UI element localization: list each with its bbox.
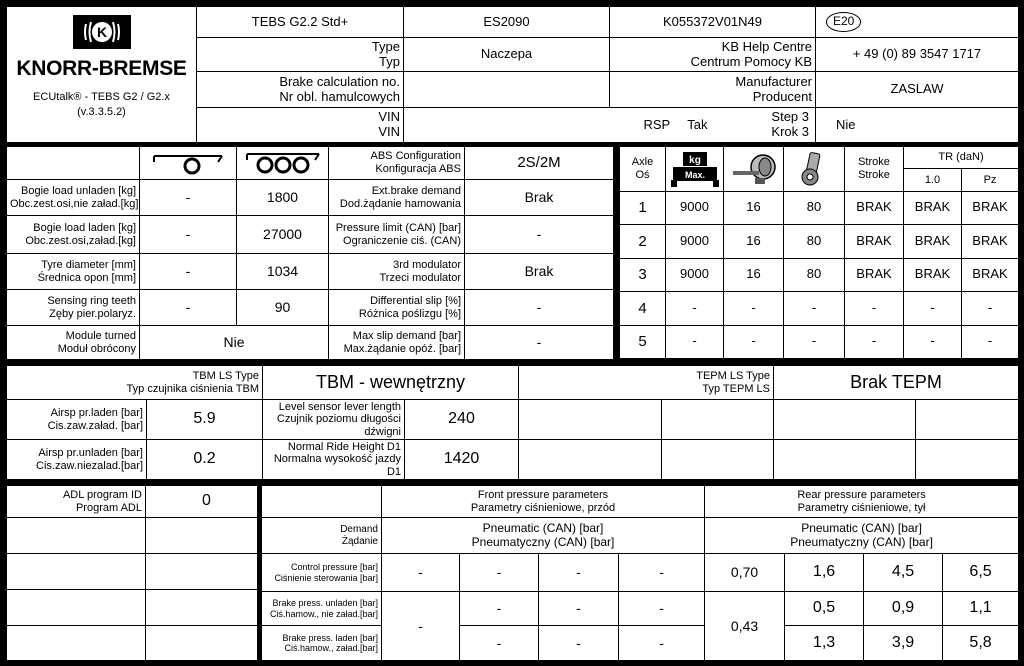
tyre-diameter-multi: 1034 [237,254,329,290]
ext-brake-demand-label: Ext.brake demand Dod.żądanie hamowania [329,180,465,216]
tr-sub-header-1: 1.0 [904,169,962,191]
ext-brake-demand-value: Brak [465,180,614,216]
step-value: Nie [816,108,1019,143]
bogie-laden-label: Bogie load laden [kg] Obc.zest.osi,załad.[kg] [7,216,140,254]
svg-text:kg: kg [689,154,701,166]
type-label: Type Typ [197,38,404,72]
unladen-rear-value: 0,5 [785,592,864,626]
tyre-diameter-single: - [140,254,237,290]
axle-number: 3 [620,258,666,291]
stroke-header: Stroke Stroke [845,147,904,192]
axle-row [620,258,1019,291]
single-axle-trailer-icon [140,147,237,180]
demand-label: Demand Żądanie [262,518,382,554]
unladen-rear-value: 0,9 [864,592,943,626]
axle-lever: 80 [784,191,845,224]
axle-max-load: 9000 [666,225,724,258]
adl-section [6,485,257,660]
axle-number: 1 [620,191,666,224]
unladen-rear-value: 1,1 [943,592,1019,626]
axle-pz: - [962,292,1019,325]
brand-block [7,7,197,143]
axle-cylinder: 16 [724,225,784,258]
axle-cylinder: - [724,292,784,325]
manufacturer-value: ZASLAW [816,72,1019,108]
axle-number: 4 [620,292,666,325]
axle-row [620,191,1019,224]
control-rear-value: 1,6 [785,554,864,592]
step-label: Step 3 Krok 3 [771,109,809,139]
tepm-type-value: Brak TEPM [774,366,1019,400]
brake-calc-value [404,72,610,108]
axle-stroke: BRAK [845,225,904,258]
tbm-type-label: TBM LS Type Typ czujnika ciśnienia TBM [7,366,263,400]
pressure-section [261,485,1018,660]
rear-merged-value: 0,43 [705,592,785,661]
adl-program-value: 0 [146,486,258,518]
software-version: (v.3.3.5.2) [77,105,126,118]
tepm-type-label: TEPM LS Type Typ TEPM LS [519,366,774,400]
type-value: Naczepa [404,38,610,72]
differential-slip-value: - [465,290,614,326]
axle-max-load: - [666,325,724,359]
bogie-unladen-single: - [140,180,237,216]
rsp-step-cell [610,108,816,143]
module-turned-value: Nie [140,326,329,360]
abs-config-value: 2S/2M [465,147,614,180]
svg-text:K: K [96,24,107,40]
axle-max-load: - [666,292,724,325]
unladen-front-value: - [460,592,539,626]
axle-max-load: 9000 [666,191,724,224]
tyre-diameter-label: Tyre diameter [mm] Średnica opon [mm] [7,254,140,290]
rear-pneumatic-header: Pneumatic (CAN) [bar] Pneumatyczny (CAN) [bar] [705,518,1019,554]
axle-row [620,292,1019,325]
axle-pz: BRAK [962,258,1019,291]
max-slip-value: - [465,326,614,360]
level-sensor-label: Level sensor lever length Czujnik poziomu długości dźwigni [263,400,405,440]
axle-row [620,325,1019,359]
tri-axle-trailer-icon [237,147,329,180]
control-front-value: - [382,554,460,592]
part-number-cell: K055372V01N49 [610,7,816,38]
axle-cylinder: 16 [724,258,784,291]
bogie-laden-multi: 27000 [237,216,329,254]
slack-adjuster-icon [784,147,845,192]
laden-rear-value: 5,8 [943,626,1019,661]
third-modulator-value: Brak [465,254,614,290]
axle-row [620,225,1019,258]
sensor-section [6,365,1018,479]
brand-name: KNORR-BREMSE [16,57,187,80]
module-turned-label: Module turned Moduł obrócony [7,326,140,360]
brake-cylinder-icon [724,147,784,192]
axle-tr: - [904,292,962,325]
ride-height-value: 1420 [405,440,519,480]
unladen-front-value: - [619,592,705,626]
axle-cylinder: - [724,325,784,359]
bogie-unladen-multi: 1800 [237,180,329,216]
laden-rear-value: 3,9 [864,626,943,661]
axle-stroke: BRAK [845,191,904,224]
laden-front-value: - [619,626,705,661]
axle-stroke: BRAK [845,258,904,291]
axle-number: 5 [620,325,666,359]
svg-text:Max.: Max. [684,169,706,180]
axle-pz: BRAK [962,225,1019,258]
knorr-bremse-logo [73,15,131,49]
airsp-unladen-value: 0.2 [147,440,263,480]
unladen-brake-label: Brake press. unladen [bar] Ciś.hamow., nie załad.[bar] [262,592,382,626]
differential-slip-label: Differential slip [%] Różnica poślizgu [%] [329,290,465,326]
ride-height-label: Normal Ride Height D1 Normalna wysokość jazdy D1 [263,440,405,480]
airsp-unladen-label: Airsp pr.unladen [bar] Cis.zaw.niezalad.[bar] [7,440,147,480]
axle-lever: - [784,292,845,325]
axle-tr: - [904,325,962,359]
axle-number: 2 [620,225,666,258]
max-slip-label: Max slip demand [bar] Max.żądanie opóź. [bar] [329,326,465,360]
laden-front-value: - [460,626,539,661]
axle-lever: 80 [784,258,845,291]
control-front-value: - [539,554,619,592]
vin-value [404,108,610,143]
axle-lever: 80 [784,225,845,258]
axle-tr: BRAK [904,225,962,258]
control-pressure-label: Control pressure [bar] Ciśnienie sterowania [bar] [262,554,382,592]
axle-header: Axle Oś [620,147,666,192]
e20-approval-mark: E20 [826,12,861,32]
software-name: ECUtalk® - TEBS G2 / G2.x [33,91,170,104]
unladen-front-value: - [539,592,619,626]
help-phone: + 49 (0) 89 3547 1717 [816,38,1019,72]
axle-section [619,146,1018,359]
rear-pressure-header: Rear pressure parameters Parametry ciśnieniowe, tył [705,486,1019,518]
control-front-value: - [619,554,705,592]
help-centre-label: KB Help Centre Centrum Pomocy KB [610,38,816,72]
bogie-laden-single: - [140,216,237,254]
axle-tr: BRAK [904,191,962,224]
tr-sub-header-pz: Pz [962,169,1019,191]
axle-pz: BRAK [962,191,1019,224]
sensing-ring-multi: 90 [237,290,329,326]
tr-header: TR (daN) [904,147,1019,169]
vin-label: VIN VIN [197,108,404,143]
axle-stroke: - [845,325,904,359]
sensing-ring-single: - [140,290,237,326]
front-pressure-header: Front pressure parameters Parametry ciśnieniowe, przód [382,486,705,518]
rsp-label: RSP [643,116,671,132]
max-load-icon [666,147,724,192]
axle-pz: - [962,325,1019,359]
pressure-limit-label: Pressure limit (CAN) [bar] Ograniczenie ciś. (CAN) [329,216,465,254]
front-pneumatic-header: Pneumatic (CAN) [bar] Pneumatyczny (CAN) [bar] [382,518,705,554]
axle-max-load: 9000 [666,258,724,291]
laden-front-value: - [539,626,619,661]
third-modulator-label: 3rd modulator Trzeci modulator [329,254,465,290]
control-front-value: - [460,554,539,592]
loads-abs-section [6,146,613,359]
level-sensor-value: 240 [405,400,519,440]
airsp-laden-value: 5.9 [147,400,263,440]
abs-config-label: ABS Configuration Konfiguracja ABS [329,147,465,180]
tbm-type-value: TBM - wewnętrzny [263,366,519,400]
control-rear-value: 0,70 [705,554,785,592]
model-cell: TEBS G2.2 Std+ [197,7,404,38]
bogie-unladen-label: Bogie load unladen [kg] Obc.zest.osi,nie załad.[kg] [7,180,140,216]
logo-k-icon [82,18,122,46]
laden-rear-value: 1,3 [785,626,864,661]
control-rear-value: 4,5 [864,554,943,592]
control-rear-value: 6,5 [943,554,1019,592]
axle-stroke: - [845,292,904,325]
sensing-ring-label: Sensing ring teeth Zęby pier.polaryz. [7,290,140,326]
brake-calc-label: Brake calculation no. Nr obl. hamulcowych [197,72,404,108]
code-cell: ES2090 [404,7,610,38]
airsp-laden-label: Airsp pr.laden [bar] Cis.zaw.załad. [bar] [7,400,147,440]
axle-tr: BRAK [904,258,962,291]
laden-brake-label: Brake press. laden [bar] Ciś.hamow., załad.[bar] [262,626,382,661]
manufacturer-label: Manufacturer Producent [610,72,816,108]
rsp-value: Tak [687,116,708,132]
axle-lever: - [784,325,845,359]
front-merged-value: - [382,592,460,661]
axle-cylinder: 16 [724,191,784,224]
pressure-limit-value: - [465,216,614,254]
header-section [6,6,1018,142]
adl-program-label: ADL program ID Program ADL [7,486,146,518]
